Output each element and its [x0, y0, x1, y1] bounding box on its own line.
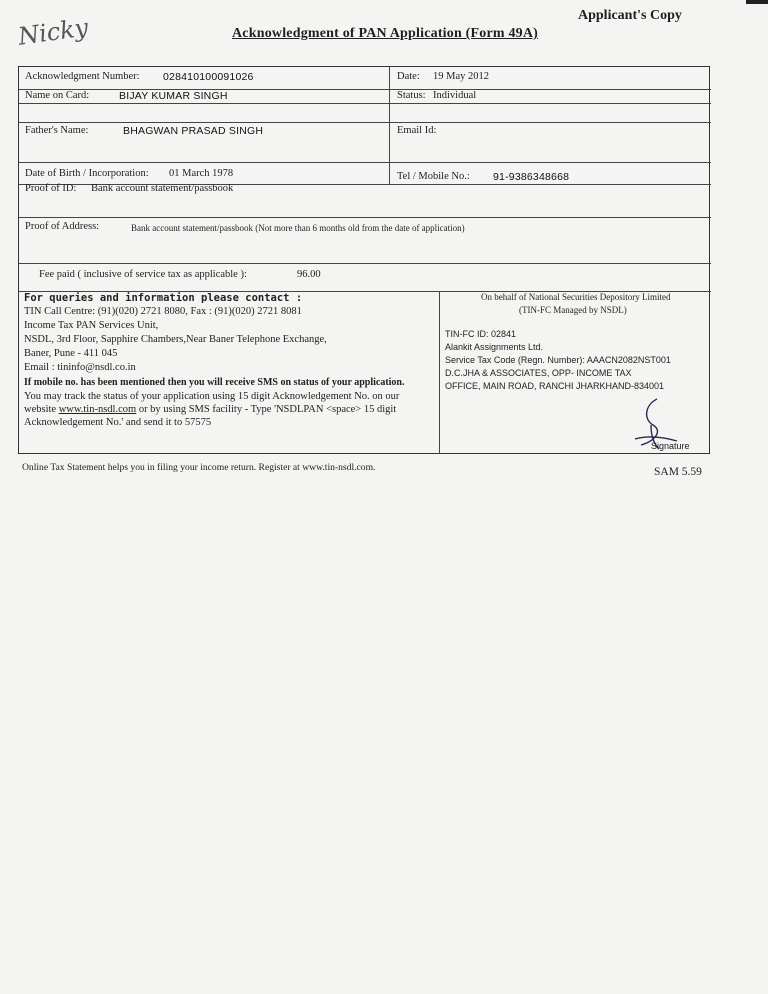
agent-line: TIN-FC ID: 02841	[445, 329, 517, 339]
agent-subheading: (TIN-FC Managed by NSDL)	[519, 305, 627, 315]
father-name-label: Father's Name:	[25, 125, 89, 136]
sms-note: If mobile no. has been mentioned then you will receive SMS on status of your application.	[24, 377, 405, 388]
row-divider	[19, 217, 711, 218]
page-title: Acknowledgment of PAN Application (Form 49A)	[232, 26, 539, 41]
status-value: Individual	[433, 90, 477, 101]
column-divider	[389, 67, 390, 184]
row-divider	[19, 162, 711, 163]
fee-paid-value: 96.00	[297, 269, 321, 280]
proof-of-address-label: Proof of Address:	[25, 221, 100, 232]
tin-nsdl-link[interactable]: www.tin-nsdl.com	[58, 404, 137, 415]
track-line	[24, 404, 396, 415]
column-divider	[439, 291, 440, 454]
track-line: Acknowledgement No.' and send it to 57575	[24, 417, 212, 428]
tel-value: 91-9386348668	[493, 171, 570, 183]
queries-email: Email : tininfo@nsdl.co.in	[24, 362, 136, 373]
queries-line: TIN Call Centre: (91)(020) 2721 8080, Fax : (91)(020) 2721 8081	[24, 306, 302, 317]
queries-line: Baner, Pune - 411 045	[24, 348, 118, 359]
queries-line: NSDL, 3rd Floor, Sapphire Chambers,Near Baner Telephone Exchange,	[24, 334, 327, 345]
proof-of-id-label: Proof of ID:	[25, 183, 77, 194]
row-divider	[19, 263, 711, 264]
track-line: You may track the status of your application using 15 digit Acknowledgement No. on our	[24, 391, 400, 402]
proof-of-id-value: Bank account statement/passbook	[91, 183, 234, 194]
track-text: website	[24, 404, 57, 415]
dob-label: Date of Birth / Incorporation:	[25, 168, 149, 179]
track-text: or by using SMS facility - Type 'NSDLPAN <space> 15 digit	[138, 404, 397, 415]
dob-value: 01 March 1978	[169, 168, 234, 179]
scan-edge-mark	[746, 0, 768, 4]
agent-line: D.C.JHA & ASSOCIATES, OPP- INCOME TAX	[445, 368, 632, 378]
footer-note: Online Tax Statement helps you in filing your income return. Register at www.tin-nsdl.com.	[22, 462, 376, 473]
email-label: Email Id:	[397, 125, 437, 136]
queries-line: Income Tax PAN Services Unit,	[24, 320, 159, 331]
proof-of-address-value: Bank account statement/passbook (Not more than 6 months old from the date of application)	[131, 223, 465, 233]
agent-line: OFFICE, MAIN ROAD, RANCHI JHARKHAND-834001	[445, 381, 665, 391]
father-name-value: BHAGWAN PRASAD SINGH	[123, 125, 264, 137]
ack-number-value: 028410100091026	[163, 71, 254, 83]
acknowledgment-form	[18, 66, 710, 454]
agent-line: Service Tax Code (Regn. Number): AAACN2082NST001	[445, 355, 671, 365]
date-value: 19 May 2012	[433, 71, 489, 82]
handwritten-annotation: Nicky	[16, 13, 90, 51]
form-version: SAM 5.59	[654, 466, 702, 478]
signature-label: Signature	[651, 441, 690, 451]
ack-number-label: Acknowledgment Number:	[25, 71, 140, 82]
tel-label: Tel / Mobile No.:	[397, 171, 470, 182]
agent-line: Alankit Assignments Ltd.	[445, 342, 544, 352]
status-label: Status:	[397, 90, 426, 101]
name-on-card-value: BIJAY KUMAR SINGH	[119, 90, 228, 102]
row-divider	[19, 103, 711, 104]
row-divider	[19, 122, 711, 123]
date-label: Date:	[397, 71, 420, 82]
copy-label: Applicant's Copy	[578, 8, 682, 23]
queries-heading: For queries and information please contact :	[24, 292, 303, 304]
agent-heading: On behalf of National Securities Depository Limited	[481, 292, 671, 302]
fee-paid-label: Fee paid ( inclusive of service tax as applicable ):	[39, 269, 247, 280]
name-on-card-label: Name on Card:	[25, 90, 90, 101]
